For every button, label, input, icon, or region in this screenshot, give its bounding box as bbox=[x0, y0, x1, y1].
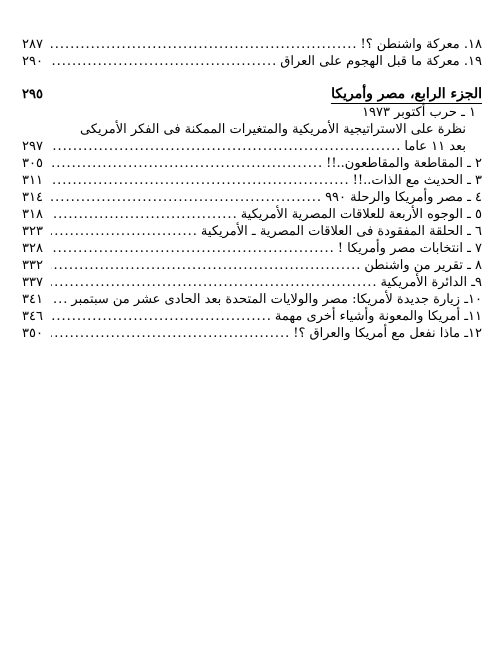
dot-leader bbox=[51, 189, 322, 206]
toc-entry-title: ١١ـ أمريكا والمعونة وأشياء أخرى مهمة bbox=[274, 309, 482, 324]
dot-leader bbox=[51, 155, 323, 172]
toc-entry-page: ٣١٤ bbox=[22, 190, 43, 205]
dot-leader bbox=[51, 325, 290, 342]
toc-entry-page: ٣١٨ bbox=[22, 207, 43, 222]
dot-leader bbox=[51, 206, 238, 223]
toc-entry-page: ٣٣٢ bbox=[22, 258, 43, 273]
toc-entry-title: ٤ ـ مصر وأمريكا والرحلة ٩٩٠ bbox=[325, 190, 482, 205]
toc-entry bbox=[22, 274, 482, 291]
dot-leader bbox=[51, 240, 335, 257]
toc-entry-page: ٢٩٧ bbox=[22, 139, 43, 154]
toc-entry bbox=[22, 257, 482, 274]
toc-entry bbox=[22, 240, 482, 257]
toc-entry bbox=[22, 223, 482, 240]
dot-leader bbox=[51, 291, 68, 308]
dot-leader bbox=[51, 53, 277, 70]
toc-entry-page: ٣٥٠ bbox=[22, 326, 43, 341]
toc-entry-title: ١٠ـ زيارة جديدة لأمريكا: مصر والولايات المتحدة بعد الحادى عشر من سبتمبر bbox=[71, 292, 482, 307]
toc-entry bbox=[22, 189, 482, 206]
toc-entry-page: ٣١١ bbox=[22, 173, 43, 188]
toc-entry bbox=[22, 325, 482, 342]
toc-entry-title: ٥ ـ الوجوه الأربعة للعلاقات المصرية الأمريكية bbox=[240, 207, 482, 222]
toc-entry-title: ١٨. معركة واشنطن ؟! bbox=[360, 37, 482, 52]
toc-entry-title: بعد ١١ عاما bbox=[404, 139, 466, 154]
part-heading bbox=[22, 86, 482, 104]
toc-entry-first-line2: نظرة على الاستراتيجية الأمريكية والمتغيرات الممكنة فى الفكر الأمريكى bbox=[79, 122, 466, 137]
part-heading-page: ٢٩٥ bbox=[22, 87, 43, 102]
dot-leader bbox=[51, 172, 350, 189]
toc-entry bbox=[22, 206, 482, 223]
toc-entry-page: ٢٨٧ bbox=[22, 37, 43, 52]
part-heading-title: الجزء الرابع، مصر وأمريكا bbox=[331, 86, 482, 102]
toc-entry-page: ٣٠٥ bbox=[22, 156, 43, 171]
toc-entry-page: ٣٤٦ bbox=[22, 309, 43, 324]
dot-leader bbox=[51, 36, 358, 53]
dot-leader bbox=[51, 308, 272, 325]
toc-entry bbox=[22, 36, 482, 53]
toc-entry bbox=[22, 308, 482, 325]
toc-entry-title: ١٢ـ ماذا نفعل مع أمريكا والعراق ؟! bbox=[293, 326, 482, 341]
table-of-contents bbox=[22, 36, 482, 342]
toc-entry-title: ٩ـ الدائرة الأمريكية bbox=[380, 275, 482, 290]
toc-entry-title: ٢ ـ المقاطعة والمقاطعون..!! bbox=[326, 156, 482, 171]
dot-leader bbox=[51, 138, 401, 155]
toc-entry-page: ٣٢٨ bbox=[22, 241, 43, 256]
toc-entry-title: ٣ ـ الحديث مع الذات..!! bbox=[352, 173, 482, 188]
dot-leader bbox=[51, 274, 377, 291]
toc-entry bbox=[22, 172, 482, 189]
toc-entry-first bbox=[22, 138, 482, 155]
toc-entry-title: ٨ ـ تقرير من واشنطن bbox=[364, 258, 482, 273]
dot-leader bbox=[51, 223, 198, 240]
toc-entry-page: ٣٣٧ bbox=[22, 275, 43, 290]
toc-entry bbox=[22, 155, 482, 172]
toc-entry-page: ٣٤١ bbox=[22, 292, 43, 307]
dot-leader bbox=[51, 257, 361, 274]
toc-entry bbox=[22, 291, 482, 308]
toc-entry bbox=[22, 53, 482, 70]
toc-entry-title: ١٩. معركة ما قبل الهجوم على العراق bbox=[280, 54, 482, 69]
toc-entry-title: ٦ ـ الحلقة المفقودة فى العلاقات المصرية ـ الأمريكية bbox=[200, 224, 482, 239]
toc-entry-page: ٣٢٣ bbox=[22, 224, 43, 239]
toc-entry-page: ٢٩٠ bbox=[22, 54, 43, 69]
toc-entry-title: ٧ ـ انتخابات مصر وأمريكا ! bbox=[337, 241, 482, 256]
toc-entry-first-line1: ١ ـ حرب أكتوبر ١٩٧٣ bbox=[362, 105, 476, 120]
